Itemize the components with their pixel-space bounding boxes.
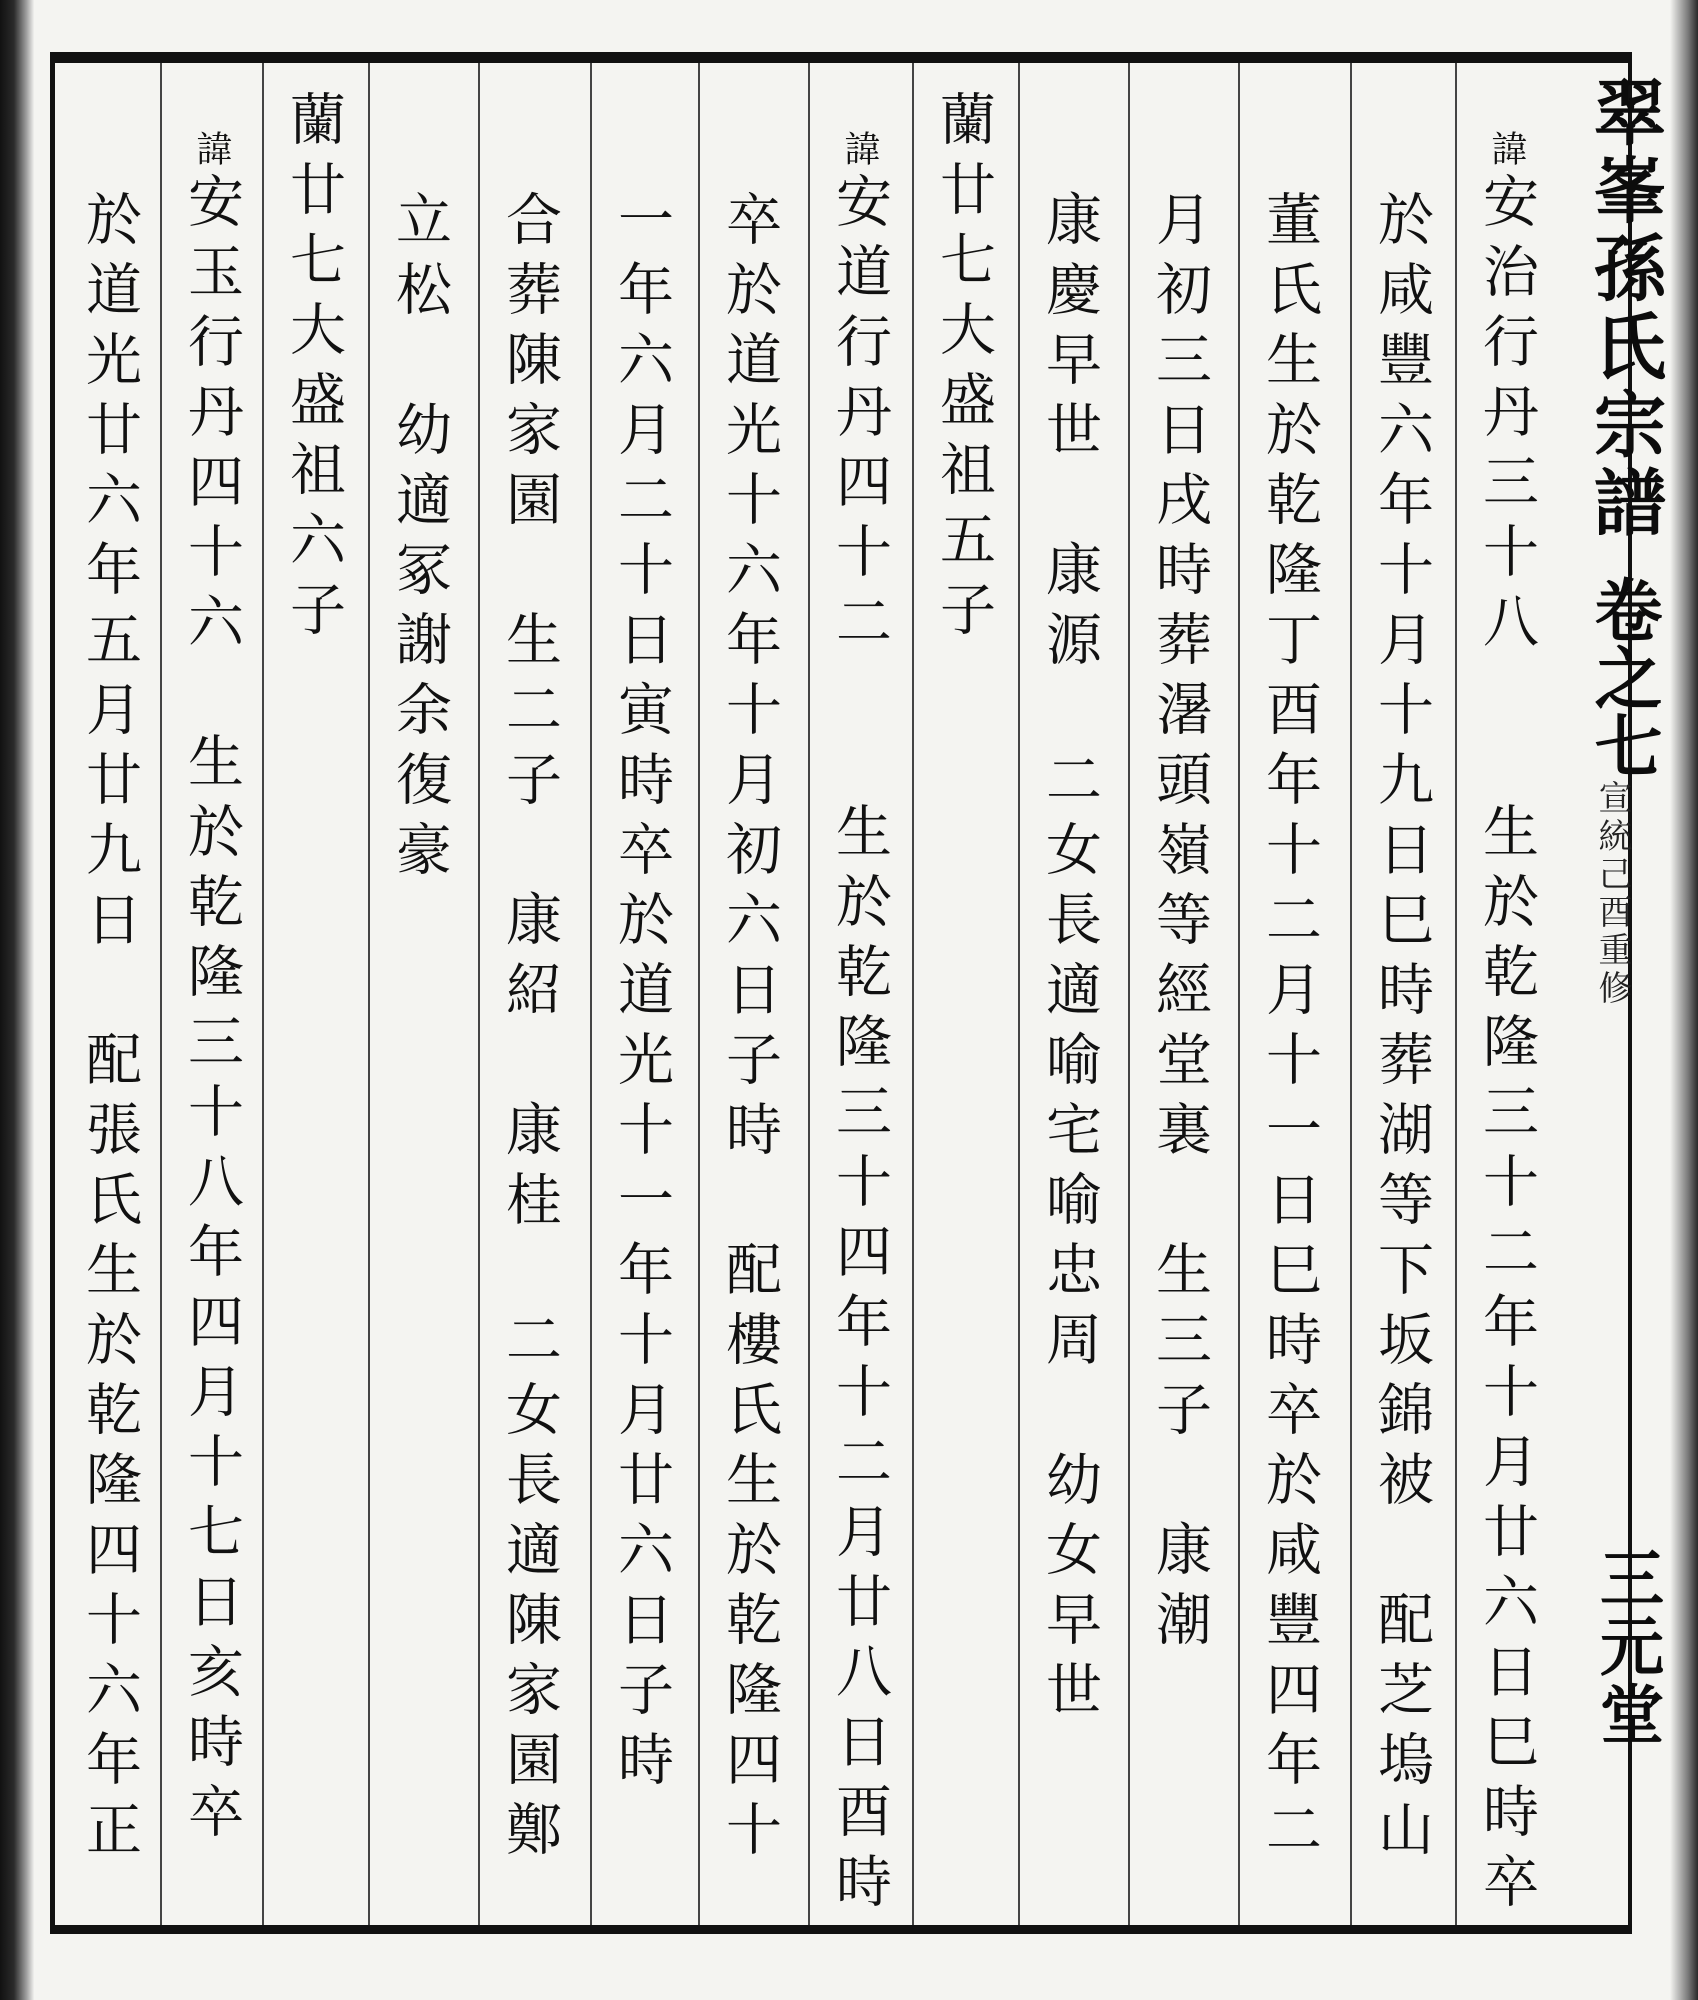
column-text: 安治行丹三十八 生於乾隆三十二年十月廿六日巳時卒 bbox=[1474, 172, 1539, 1922]
column-divider bbox=[698, 63, 700, 1925]
column-divider bbox=[1128, 63, 1130, 1925]
taboo-name-marker: 諱 bbox=[1486, 130, 1527, 172]
column-divider bbox=[808, 63, 810, 1925]
left-border-rule bbox=[50, 52, 55, 1934]
column-divider bbox=[912, 63, 914, 1925]
column-divider bbox=[1350, 63, 1352, 1925]
column-divider bbox=[478, 63, 480, 1925]
text-column-9: 一年六月二十日寅時卒於道光十一年十月廿六日子時 bbox=[609, 190, 674, 1800]
column-divider bbox=[590, 63, 592, 1925]
bottom-border-rule bbox=[50, 1925, 1632, 1934]
top-border-rule bbox=[50, 52, 1632, 63]
column-divider bbox=[1455, 63, 1457, 1925]
text-column-6: 蘭廿七大盛祖五子 bbox=[931, 90, 996, 650]
text-column-7 bbox=[827, 130, 892, 1922]
volume-label: 卷之七 bbox=[1583, 575, 1663, 779]
text-column-5: 康慶早世 康源 二女長適喻宅喻忠周 幼女早世 bbox=[1037, 190, 1102, 1730]
column-divider bbox=[368, 63, 370, 1925]
column-divider bbox=[160, 63, 162, 1925]
genealogy-title: 翠峯孫氏宗譜 bbox=[1582, 75, 1667, 543]
text-column-13 bbox=[179, 130, 244, 1852]
column-divider bbox=[1238, 63, 1240, 1925]
text-column-14: 於道光廿六年五月廿九日 配張氏生於乾隆四十六年正 bbox=[77, 190, 142, 1870]
taboo-name-marker: 諱 bbox=[191, 130, 232, 172]
text-column-2: 於咸豐六年十月十九日巳時葬湖等下坂錦被 配芝塢山 bbox=[1369, 190, 1434, 1870]
text-column-10: 合葬陳家園 生二子 康紹 康桂 二女長適陳家園鄭 bbox=[497, 190, 562, 1870]
column-text: 安道行丹四十二 生於乾隆三十四年十二月廿八日酉時 bbox=[827, 172, 892, 1922]
taboo-name-marker: 諱 bbox=[839, 130, 880, 172]
column-divider bbox=[1018, 63, 1020, 1925]
hall-name: 三元堂 bbox=[1589, 1545, 1664, 1749]
text-column-11: 立松 幼適冢謝余復豪 bbox=[387, 190, 452, 890]
book-spine-edge bbox=[0, 0, 34, 2000]
column-text: 安玉行丹四十六 生於乾隆三十八年四月十七日亥時卒 bbox=[179, 172, 244, 1852]
text-column-12: 蘭廿七大盛祖六子 bbox=[281, 90, 346, 650]
text-column-1 bbox=[1474, 130, 1539, 1922]
edition-note: 宣統己酉重修 bbox=[1592, 780, 1632, 1008]
text-column-8: 卒於道光十六年十月初六日子時 配樓氏生於乾隆四十 bbox=[717, 190, 782, 1870]
column-divider bbox=[262, 63, 264, 1925]
text-column-4: 月初三日戌時葬濐頭嶺等經堂裏 生三子 康潮 bbox=[1147, 190, 1212, 1660]
text-column-3: 董氏生於乾隆丁酉年十二月十一日巳時卒於咸豐四年二 bbox=[1257, 190, 1322, 1870]
